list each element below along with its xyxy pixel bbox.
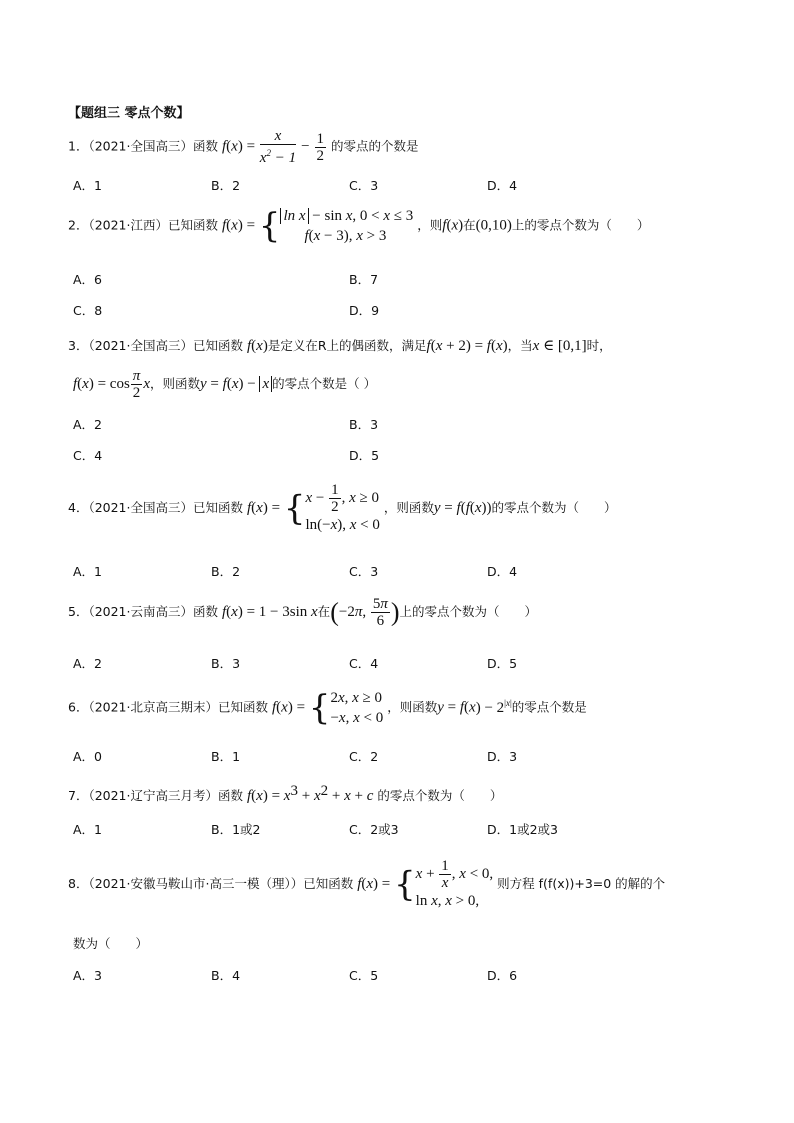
question-6-prefix: 6．（2021·北京高三期末）已知函数 (68, 699, 268, 715)
question-2-mid2: 在 (463, 217, 476, 233)
q6-option-c[interactable]: C．2 (349, 749, 379, 764)
question-3-suffix: 的零点个数是（ ） (272, 376, 377, 391)
question-3-line-1: 3．（2021·全国高三）已知函数 f(x)是定义在R上的偶函数，满足f(x + 2) = f(x)，当x ∈ [0,1]时， (68, 338, 612, 354)
q1-option-c[interactable]: C．3 (349, 178, 379, 193)
q5-option-d[interactable]: D．5 (487, 656, 518, 671)
q6-piecewise: 2x, x ≥ 0 −x, x < 0 (330, 690, 384, 726)
question-4-mid: ，则函数 (383, 500, 434, 515)
question-1-prefix: 1．（2021·全国高三）函数 (68, 138, 218, 154)
question-7-prefix: 7．（2021·辽宁高三月考）函数 (68, 788, 243, 804)
q7-option-d[interactable]: D．1或2或3 (487, 822, 558, 837)
q5-option-b[interactable]: B．3 (211, 656, 241, 671)
q6-option-a[interactable]: A．0 (73, 749, 103, 764)
q8-option-b[interactable]: B．4 (211, 968, 241, 983)
q3-option-a[interactable]: A．2 (73, 417, 103, 432)
q3-option-c[interactable]: C．4 (73, 448, 103, 463)
question-8-line-2: 数为（ ） (73, 936, 149, 951)
q6-option-b[interactable]: B．1 (211, 749, 241, 764)
q2-option-a[interactable]: A．6 (73, 272, 103, 287)
question-2: 2．（2021·江西）已知函数 f(x) = { ln x − sin x, 0 < x ≤ 3 f(x − 3), x > 3 ，则f(x)在(0,10)上的零点个数为（ ） (68, 206, 650, 246)
question-3-mid: 是定义在R上的偶函数，满足 (267, 338, 427, 353)
q7-option-b[interactable]: B．1或2 (211, 822, 261, 837)
q8-piecewise: x + $\frac{1}{x}$ , x < 0, ln x, x > 0, (415, 858, 494, 909)
question-8-mid: 则方程 f(f(x))+3=0 的解的个 (497, 876, 666, 891)
q1-option-a[interactable]: A．1 (73, 178, 103, 193)
q8-option-c[interactable]: C．5 (349, 968, 379, 983)
question-5: 5．（2021·云南高三）函数 f(x) = 1 − 3sin x在(−2π, $\frac{5\pi}{6}$ )上的零点个数为（ ） (68, 596, 538, 629)
q1-option-d[interactable]: D．4 (487, 178, 518, 193)
q1-fraction-1: $\frac{x}{x^2 - 1}$ (259, 128, 297, 166)
q8-option-a[interactable]: A．3 (73, 968, 103, 983)
question-1: 1．（2021·全国高三）函数 f(x) = $\frac{x}{x^2 - 1}$ − $\frac{1}{2}$ 的零点的个数是 (68, 128, 419, 166)
question-8-line-1: 8．（2021·安徽马鞍山市·高三一模（理））已知函数 f(x) = { x + $\frac{1}{x}$ , x < 0, ln x, x > 0, 则方程 f(f(x))+3=0 的解的个 (68, 858, 666, 909)
question-2-mid: ，则 (417, 217, 443, 233)
question-3-mid2: ，当 (507, 338, 533, 353)
question-2-prefix: 2．（2021·江西）已知函数 (68, 217, 218, 233)
question-7-suffix: 的零点个数为（ ） (377, 788, 503, 804)
q6-option-d[interactable]: D．3 (487, 749, 518, 764)
q8-option-d[interactable]: D．6 (487, 968, 518, 983)
question-4-suffix: 的零点个数为（ ） (491, 500, 617, 515)
q4-option-d[interactable]: D．4 (487, 564, 518, 579)
question-1-suffix: 的零点的个数是 (331, 138, 419, 154)
question-3-line2-mid: ，则函数 (149, 376, 200, 391)
q2-piecewise: ln x − sin x, 0 < x ≤ 3 f(x − 3), x > 3 (280, 206, 413, 246)
q4-piecewise: x − $\frac{1}{2}$ , x ≥ 0 ln(−x), x < 0 (305, 482, 380, 533)
section-title: 【题组三 零点个数】 (68, 106, 190, 121)
question-3-prefix: 3．（2021·全国高三）已知函数 (68, 338, 243, 353)
question-4: 4．（2021·全国高三）已知函数 f(x) = { x − $\frac{1}{2}$ , x ≥ 0 ln(−x), x < 0 ，则函数y = f(f(x))的零点个数为（ ） (68, 482, 617, 533)
question-7: 7．（2021·辽宁高三月考）函数 $f(x) = x^3 + x^2 + x + c$ 的零点个数为（ ） (68, 783, 503, 805)
q3-option-d[interactable]: D．5 (349, 448, 380, 463)
question-3-line-2: f(x) = cos $\frac{\pi}{2}$ x，则函数y = f(x) − x 的零点个数是（ ） (73, 368, 377, 401)
q2-option-d[interactable]: D．9 (349, 303, 380, 318)
question-5-prefix: 5．（2021·云南高三）函数 (68, 604, 218, 619)
question-5-mid: 在 (317, 604, 331, 619)
question-2-suffix: 上的零点个数为（ ） (511, 217, 650, 233)
q4-option-b[interactable]: B．2 (211, 564, 241, 579)
q7-option-a[interactable]: A．1 (73, 822, 103, 837)
question-3-mid3: 时， (586, 338, 612, 353)
question-8-prefix: 8．（2021·安徽马鞍山市·高三一模（理））已知函数 (68, 876, 354, 891)
q1-option-b[interactable]: B．2 (211, 178, 241, 193)
q4-option-c[interactable]: C．3 (349, 564, 379, 579)
question-5-suffix: 上的零点个数为（ ） (399, 604, 538, 619)
q1-fraction-2: $\frac{1}{2}$ (316, 130, 325, 164)
q7-option-c[interactable]: C．2或3 (349, 822, 399, 837)
q5-option-a[interactable]: A．2 (73, 656, 103, 671)
q2-option-b[interactable]: B．7 (349, 272, 379, 287)
q1-formula: f (221, 138, 227, 155)
q3-option-b[interactable]: B．3 (349, 417, 379, 432)
q4-option-a[interactable]: A．1 (73, 564, 103, 579)
q2-option-c[interactable]: C．8 (73, 303, 103, 318)
q5-option-c[interactable]: C．4 (349, 656, 379, 671)
question-6: 6．（2021·北京高三期末）已知函数 f(x) = { 2x, x ≥ 0 −x, x < 0 ，则函数$y = f(x) - 2^{|x|}$的零点个数是 (68, 688, 587, 728)
question-4-prefix: 4．（2021·全国高三）已知函数 (68, 500, 243, 515)
question-6-suffix: 的零点个数是 (511, 699, 587, 715)
question-6-mid: ，则函数 (387, 699, 438, 715)
